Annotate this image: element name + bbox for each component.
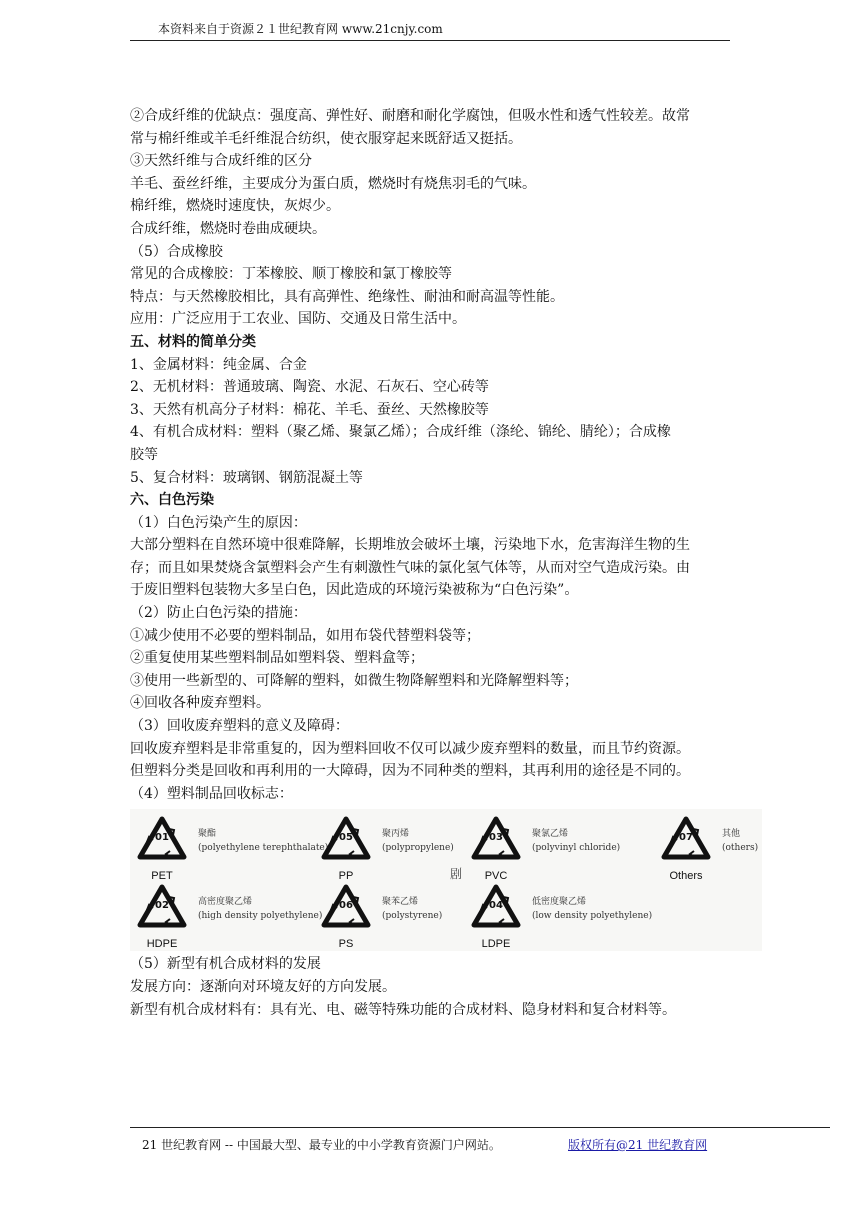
text-line: 3、天然有机高分子材料：棉花、羊毛、蚕丝、天然橡胶等 xyxy=(130,401,489,418)
text-line: （3）回收废弃塑料的意义及障碍： xyxy=(130,718,349,735)
text-line: 棉纤维，燃烧时速度快，灰烬少。 xyxy=(130,198,340,215)
text-line: ②合成纤维的优缺点：强度高、弹性好、耐磨和耐化学腐蚀，但吸水性和透气性较差。故常 xyxy=(130,108,690,124)
text-line: 于废旧塑料包装物大多呈白色，因此造成的环境污染被称为“白色污染”。 xyxy=(130,582,579,599)
resin-abbreviation: PP xyxy=(338,870,354,883)
text-line: （1）白色污染产生的原因： xyxy=(130,514,307,531)
text-line: 新型有机合成材料有：具有光、电、磁等特殊功能的合成材料、隐身材料和复合材料等。 xyxy=(130,1001,676,1018)
resin-code: 07 xyxy=(679,832,693,844)
header-text: 本资料来自于资源２１世纪教育网 www.21cnjy.com xyxy=(158,22,443,36)
resin-code: 05 xyxy=(339,832,353,844)
section-heading: 五、材料的简单分类 xyxy=(130,333,256,350)
resin-abbreviation: LDPE xyxy=(481,938,511,951)
resin-name-en: (polyethylene terephthalate) xyxy=(198,843,329,854)
text-line: （5）新型有机合成材料的发展 xyxy=(130,956,321,973)
text-line: ③使用一些新型的、可降解的塑料，如微生物降解塑料和光降解塑料等； xyxy=(130,672,578,689)
document-body xyxy=(130,105,759,1021)
footer-left-text: 21 世纪教育网 -- 中国最大型、最专业的中小学教育资源门户网站。 xyxy=(142,1138,501,1152)
text-line: ③天然纤维与合成纤维的区分 xyxy=(130,153,312,170)
text-line: 大部分塑料在自然环境中很难降解，长期堆放会破坏土壤，污染地下水，危害海洋生物的生 xyxy=(130,537,690,554)
text-line: 5、复合材料：玻璃钢、钢筋混凝土等 xyxy=(130,469,363,486)
text-line: （5）合成橡胶 xyxy=(130,243,223,260)
page-footer xyxy=(130,1127,830,1156)
text-line: ②重复使用某些塑料制品如塑料袋、塑料盒等； xyxy=(130,650,424,667)
text-line: 2、无机材料：普通玻璃、陶瓷、水泥、石灰石、空心砖等 xyxy=(130,379,489,396)
text-line: 合成纤维，燃烧时卷曲成硬块。 xyxy=(130,220,326,237)
stray-glyph: 剧 xyxy=(450,867,463,882)
text-line: 4、有机合成材料：塑料（聚乙烯、聚氯乙烯）；合成纤维（涤纶、锦纶、腈纶）；合成橡 xyxy=(130,424,671,441)
text-line: 回收废弃塑料是非常重复的，因为塑料回收不仅可以减少废弃塑料的数量，而且节约资源。 xyxy=(130,740,690,757)
resin-abbreviation: HDPE xyxy=(146,938,178,951)
text-line: 发展方向：逐渐向对环境友好的方向发展。 xyxy=(130,979,396,995)
resin-code: 02 xyxy=(155,900,169,912)
text-block-bottom xyxy=(130,953,734,1021)
text-line: 存；而且如果焚烧含氯塑料会产生有刺激性气味的氯化氢气体等，从而对空气造成污染。由 xyxy=(130,559,690,576)
resin-name-cn: 聚酯 xyxy=(198,829,217,840)
footer-copyright-link[interactable]: 版权所有@21 世纪教育网 xyxy=(568,1138,708,1152)
text-line: 胶等 xyxy=(130,446,158,463)
resin-name-cn: 高密度聚乙烯 xyxy=(198,897,253,908)
text-line: 但塑料分类是回收和再利用的一大障碍，因为不同种类的塑料，其再利用的途径是不同的。 xyxy=(130,763,690,780)
resin-name-en: (high density polyethylene) xyxy=(198,911,323,922)
text-line: 常见的合成橡胶：丁苯橡胶、顺丁橡胶和氯丁橡胶等 xyxy=(130,266,452,283)
resin-abbreviation: PVC xyxy=(484,870,508,883)
text-line: 应用：广泛应用于工农业、国防、交通及日常生活中。 xyxy=(130,311,466,328)
resin-name-cn: 聚丙烯 xyxy=(382,829,410,840)
resin-name-cn: 其他 xyxy=(722,829,741,840)
text-line: ①减少使用不必要的塑料制品，如用布袋代替塑料袋等； xyxy=(130,627,480,644)
text-line: （4）塑料制品回收标志： xyxy=(130,785,293,802)
resin-name-en: (polypropylene) xyxy=(382,843,454,854)
recycling-logos-figure xyxy=(130,809,762,951)
resin-code: 06 xyxy=(339,900,353,912)
resin-code: 01 xyxy=(155,832,169,844)
text-block-top xyxy=(130,105,734,805)
resin-name-en: (polystyrene) xyxy=(382,911,443,922)
text-line: 特点：与天然橡胶相比，具有高弹性、绝缘性、耐油和耐高温等性能。 xyxy=(130,288,564,305)
section-heading: 六、白色污染 xyxy=(130,492,214,509)
text-line: ④回收各种废弃塑料。 xyxy=(130,695,270,712)
resin-name-en: (low density polyethylene) xyxy=(532,911,653,922)
text-line: 1、金属材料：纯金属、合金 xyxy=(130,356,307,373)
resin-abbreviation: PET xyxy=(151,870,173,883)
page-header xyxy=(130,18,730,41)
resin-name-en: (polyvinyl chloride) xyxy=(532,843,621,854)
resin-abbreviation: Others xyxy=(669,870,703,883)
text-line: （2）防止白色污染的措施： xyxy=(130,605,307,622)
text-line: 常与棉纤维或羊毛纤维混合纺织，使衣服穿起来既舒适又挺括。 xyxy=(130,130,522,147)
resin-name-en: (others) xyxy=(722,843,759,854)
resin-name-cn: 低密度聚乙烯 xyxy=(532,897,587,908)
resin-name-cn: 聚氯乙烯 xyxy=(532,829,569,840)
resin-name-cn: 聚苯乙烯 xyxy=(382,897,419,908)
resin-code: 04 xyxy=(489,900,503,912)
resin-code: 03 xyxy=(489,832,503,844)
resin-abbreviation: PS xyxy=(338,938,354,951)
text-line: 羊毛、蚕丝纤维，主要成分为蛋白质，燃烧时有烧焦羽毛的气味。 xyxy=(130,175,536,192)
